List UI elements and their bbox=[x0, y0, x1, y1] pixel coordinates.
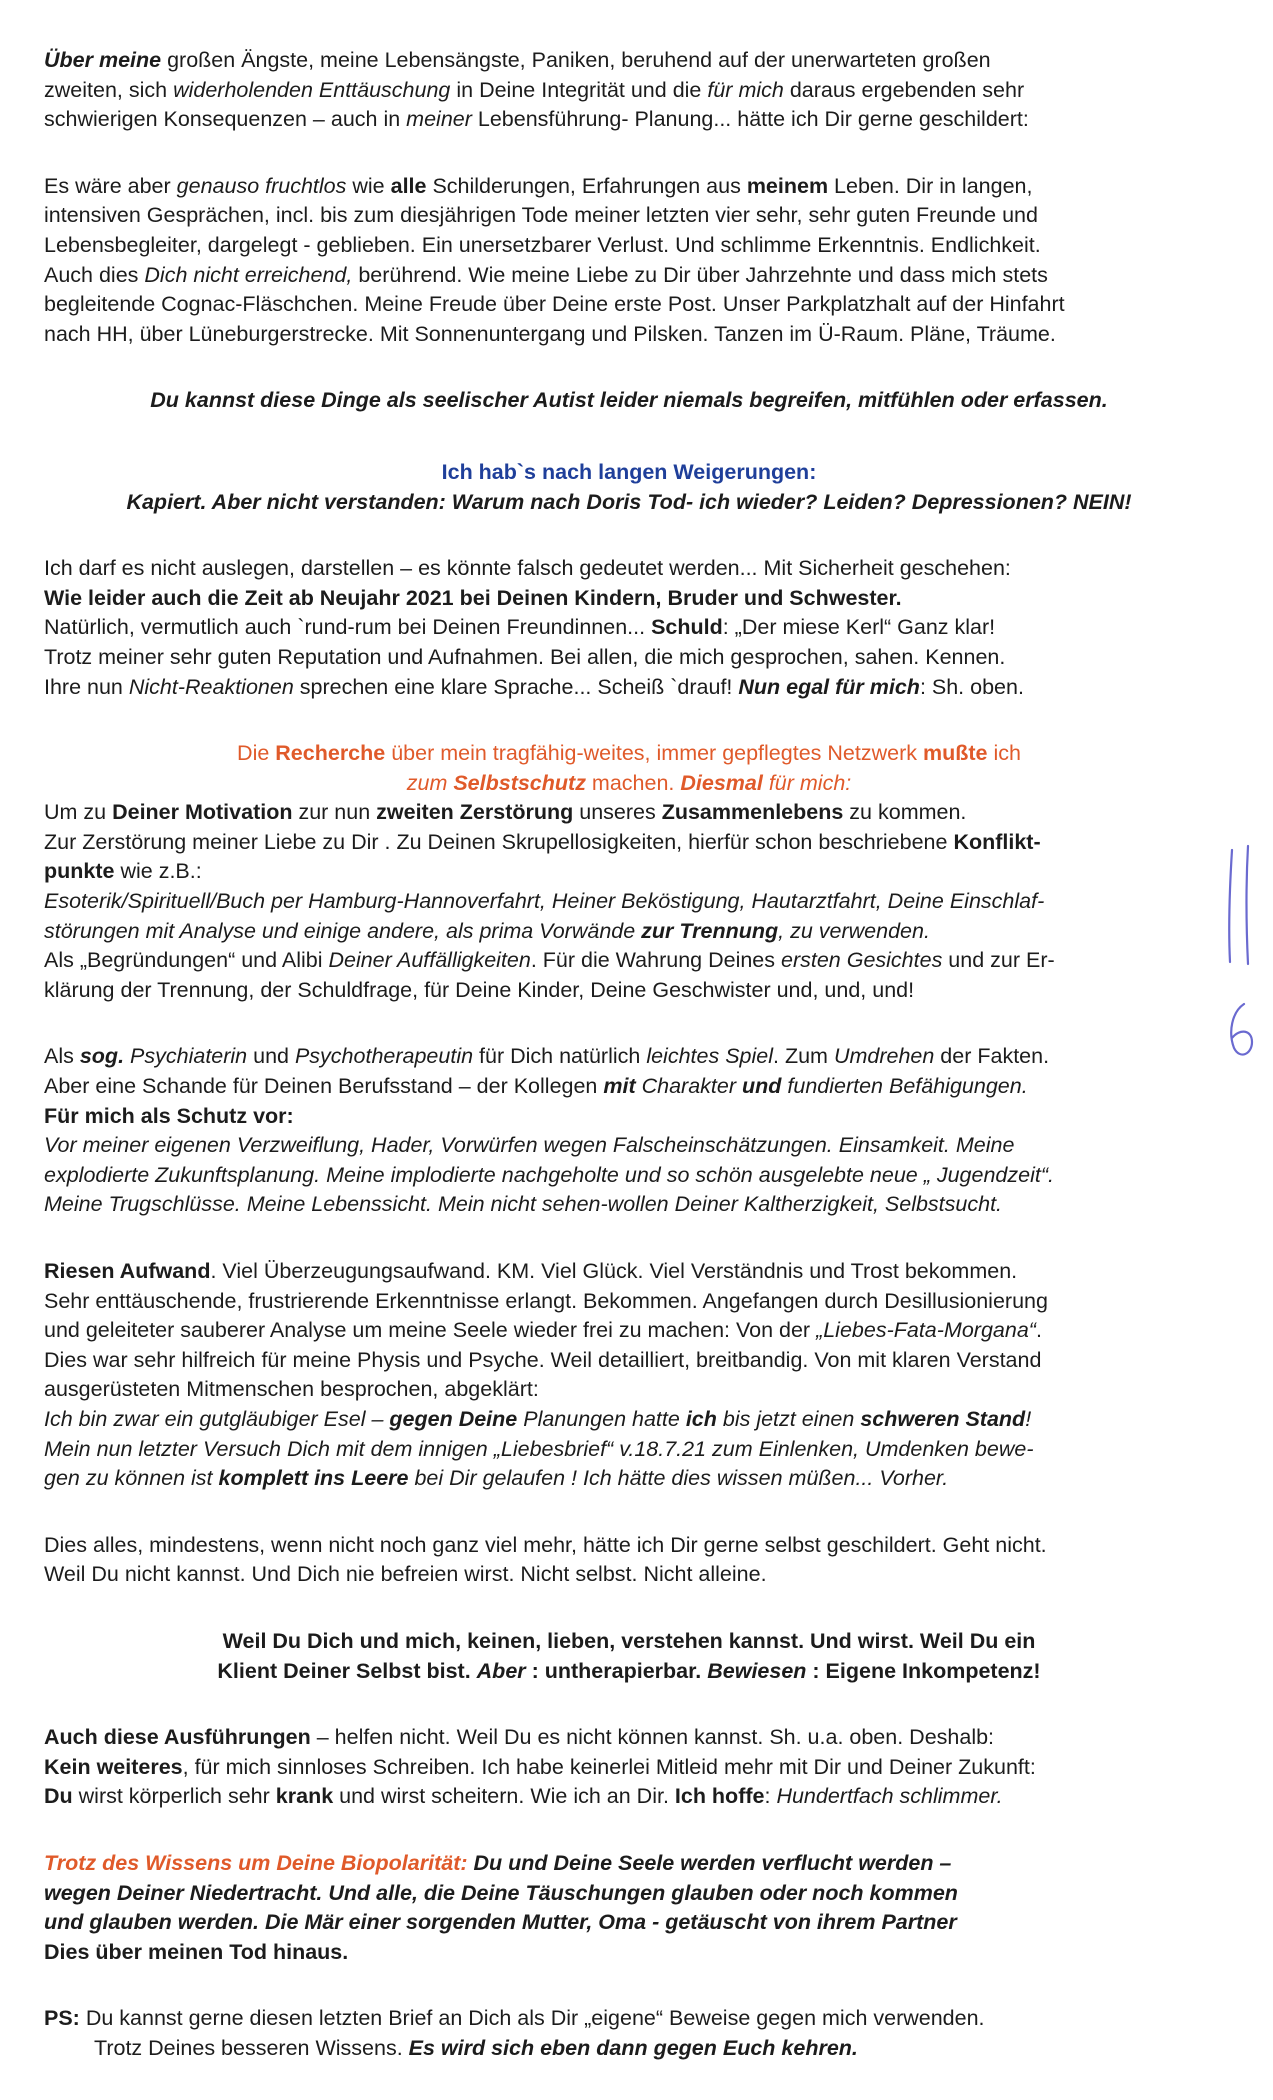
text-line bbox=[44, 1042, 1214, 1072]
text-line bbox=[44, 1849, 1214, 1879]
emphasis-text: Nicht-Reaktionen bbox=[128, 674, 294, 699]
text-segment: großen Ängste, meine Lebensängste, Paniken, beruhend auf der unerwarteten großen bbox=[161, 48, 991, 72]
text-segment: zur nun bbox=[292, 800, 377, 825]
paragraph-untherapierbar bbox=[44, 1627, 1214, 1686]
text-line bbox=[44, 1782, 1214, 1812]
emphasis-text: ersten Gesichtes bbox=[781, 948, 943, 973]
text-segment: Als bbox=[44, 1044, 80, 1069]
emphasis-text: Psychiaterin bbox=[130, 1044, 248, 1069]
emphasis-text: Kapiert. Aber nicht verstanden: Warum nach Doris Tod- ich wieder? Leiden? Depressionen? NEIN! bbox=[126, 489, 1132, 514]
emphasis-text: Deiner Auffälligkeiten bbox=[328, 948, 531, 973]
text-line: und glauben werden. Die Mär einer sorgenden Mutter, Oma - getäuscht von ihrem Partner bbox=[44, 1910, 957, 1935]
text-segment: Aber eine Schande für Deinen Berufsstand – der Kollegen bbox=[44, 1074, 604, 1099]
emphasis-text: Hundertfach schlimmer. bbox=[776, 1784, 1003, 1809]
emphasis-text: Du bbox=[44, 1784, 73, 1809]
text-segment: und bbox=[247, 1044, 295, 1069]
emphasis-text: genauso fruchtlos bbox=[176, 173, 347, 198]
text-segment: bei Dir gelaufen ! Ich hätte dies wissen müßen... Vorher. bbox=[408, 1466, 949, 1491]
emphasis-text: Für mich als Schutz vor: bbox=[44, 1103, 294, 1128]
text-segment: : „Der miese Kerl“ Ganz klar! bbox=[722, 615, 996, 640]
text-segment: : untherapierbar. bbox=[525, 1658, 708, 1683]
emphasis-text: Schuld bbox=[651, 615, 723, 640]
emphasis-text: zweiten Zerstörung bbox=[376, 800, 574, 825]
text-segment: und zur Er- bbox=[942, 948, 1055, 973]
text-segment: und geleiteter sauberer Analyse um meine Seele wieder frei zu machen: Von der bbox=[44, 1318, 817, 1343]
text-segment: . Für die Wahrung Deines bbox=[530, 948, 781, 973]
paragraph-recherche bbox=[44, 739, 1214, 1005]
text-segment: ! bbox=[1025, 1406, 1032, 1431]
text-line bbox=[44, 1657, 1214, 1687]
emphasis-text: komplett ins Leere bbox=[218, 1466, 409, 1491]
emphasis-text: Über meine bbox=[44, 48, 162, 72]
paragraph-ps bbox=[44, 2004, 1214, 2063]
text-segment: schwierigen Konsequenzen – auch in bbox=[44, 107, 407, 132]
text-line: Meine Trugschlüsse. Meine Lebenssicht. Mein nicht sehen-wollen Deiner Kaltherzigkeit, Selbstsucht. bbox=[44, 1192, 1003, 1217]
text-line: Dies alles, mindestens, wenn nicht noch ganz viel mehr, hätte ich Dir gerne selbst geschildert. Geht nicht. bbox=[44, 1532, 1047, 1557]
emphasis-text: meinem bbox=[746, 173, 829, 198]
emphasis-text: Psychotherapeutin bbox=[294, 1044, 474, 1069]
letter-page bbox=[44, 46, 1214, 2100]
paragraph-ausfuehrungen bbox=[44, 1723, 1214, 1812]
text-segment: Natürlich, vermutlich auch `rund-rum bei Deinen Freundinnen... bbox=[44, 615, 652, 640]
text-segment: Du und Deine Seele werden verflucht werden – bbox=[467, 1850, 952, 1875]
text-line: Ich darf es nicht auslegen, darstellen – es könnte falsch gedeutet werden... Mit Sicherheit geschehen: bbox=[44, 556, 1011, 581]
text-segment: sprechen eine klare Sprache... Scheiß `drauf! bbox=[293, 674, 739, 699]
emphasis-text: ich bbox=[685, 1406, 717, 1431]
paragraph-fluch bbox=[44, 1849, 1214, 1967]
text-segment: wirst körperlich sehr bbox=[72, 1784, 276, 1809]
emphasis-text: gegen Deine bbox=[389, 1406, 518, 1431]
emphasis-text: Charakter bbox=[641, 1074, 737, 1099]
emphasis-text: Kein weiteres bbox=[44, 1754, 183, 1779]
text-line: wegen Deiner Niedertracht. Und alle, die Deine Täuschungen glauben oder noch kommen bbox=[44, 1880, 958, 1905]
paragraph-schuld bbox=[44, 554, 1214, 702]
text-segment: Schilderungen, Erfahrungen aus bbox=[426, 173, 747, 198]
paragraph-intro bbox=[44, 46, 1214, 135]
emphasis-text: Trotz des Wissens um Deine Biopolarität: bbox=[44, 1850, 468, 1875]
text-line bbox=[44, 1753, 1214, 1783]
text-line bbox=[44, 673, 1214, 703]
paragraph-geht-nicht bbox=[44, 1531, 1214, 1590]
text-segment: Leben. Dir in langen, bbox=[828, 173, 1033, 198]
paragraph-psychiaterin bbox=[44, 1042, 1214, 1220]
text-segment: für Dich natürlich bbox=[473, 1044, 647, 1069]
text-segment: Zur Zerstörung meiner Liebe zu Dir . Zu Deinen Skrupellosigkeiten, hierfür schon beschriebene bbox=[44, 829, 954, 854]
text-line bbox=[44, 739, 1214, 769]
text-segment: machen. bbox=[585, 770, 681, 795]
text-line bbox=[44, 105, 1214, 135]
text-segment: wie z.B.: bbox=[114, 859, 202, 884]
text-segment: . Zum bbox=[773, 1044, 834, 1069]
emphasis-text: „Liebes-Fata-Morgana“ bbox=[816, 1318, 1036, 1343]
text-line bbox=[44, 172, 1214, 202]
text-line: Trotz meiner sehr guten Reputation und Aufnahmen. Bei allen, die mich gesprochen, sahen. Kennen. bbox=[44, 644, 1006, 669]
text-segment: Trotz Deines besseren Wissens. bbox=[94, 2035, 409, 2060]
text-segment: für mich: bbox=[762, 770, 852, 795]
text-segment: in Deine Integrität und die bbox=[450, 77, 708, 102]
emphasis-text: Dich nicht erreichend, bbox=[144, 262, 353, 287]
text-segment: zum bbox=[406, 770, 454, 795]
emphasis-text: meiner bbox=[406, 107, 472, 132]
text-line bbox=[44, 76, 1214, 106]
emphasis-text: mußte bbox=[922, 741, 988, 766]
text-segment: unseres bbox=[573, 800, 662, 825]
emphasis-text: Auch diese Ausführungen bbox=[44, 1725, 311, 1750]
emphasis-text: Es wird sich eben dann gegen Euch kehren. bbox=[408, 2035, 858, 2060]
text-line bbox=[44, 1072, 1214, 1102]
text-segment: : Sh. oben. bbox=[919, 674, 1024, 699]
text-segment: Als „Begründungen“ und Alibi bbox=[44, 948, 329, 973]
emphasis-text: sog. bbox=[79, 1044, 125, 1069]
emphasis-text: Du kannst diese Dinge als seelischer Autist leider niemals begreifen, mitfühlen oder erfassen. bbox=[150, 388, 1108, 413]
text-line: Weil Du Dich und mich, keinen, lieben, verstehen kannst. Und wirst. Weil Du ein bbox=[222, 1628, 1036, 1653]
section-heading: Ich hab`s nach langen Weigerungen: bbox=[441, 459, 817, 484]
emphasis-text: Aber bbox=[476, 1658, 526, 1683]
text-line: intensiven Gesprächen, incl. bis zum diesjährigen Tode meiner letzten vier sehr, sehr guten Freunde und bbox=[44, 203, 1038, 228]
emphasis-text: Diesmal bbox=[680, 770, 763, 795]
emphasis-text: mit bbox=[603, 1074, 636, 1099]
text-line bbox=[44, 828, 1214, 858]
emphasis-text: für mich bbox=[707, 77, 784, 102]
emphasis-text: Ich hoffe bbox=[674, 1784, 765, 1809]
emphasis-text: widerholenden Enttäuschung bbox=[173, 77, 451, 102]
text-segment: : Eigene Inkompetenz! bbox=[806, 1658, 1041, 1683]
text-segment: : bbox=[764, 1784, 777, 1809]
paragraph-memories bbox=[44, 172, 1214, 350]
text-segment: der Fakten. bbox=[934, 1044, 1050, 1069]
emphasis-text: fundierten Befähigungen. bbox=[787, 1074, 1028, 1099]
text-line bbox=[44, 1464, 1214, 1494]
text-line: Dies war sehr hilfreich für meine Physis und Psyche. Weil detailliert, breitbandig. Von mit klaren Verstand bbox=[44, 1347, 1042, 1372]
text-line bbox=[44, 613, 1214, 643]
emphasis-text: Zusammenlebens bbox=[661, 800, 844, 825]
handwritten-page-mark bbox=[1222, 842, 1262, 1082]
text-segment: Lebensführung- Planung... hätte ich Dir gerne geschildert: bbox=[471, 107, 1029, 132]
text-line bbox=[44, 798, 1214, 828]
paragraph-kapiert bbox=[44, 458, 1214, 517]
text-segment: Auch dies bbox=[44, 262, 145, 287]
emphasis-text: Nun egal für mich bbox=[738, 674, 920, 699]
emphasis-text: Recherche bbox=[275, 741, 386, 766]
paragraph-aufwand bbox=[44, 1257, 1214, 1494]
emphasis-text: Bewiesen bbox=[707, 1658, 807, 1683]
text-segment: Es wäre aber bbox=[44, 173, 177, 198]
text-segment: Ihre nun bbox=[44, 674, 129, 699]
emphasis-text: krank bbox=[275, 1784, 334, 1809]
text-line: klärung der Trennung, der Schuldfrage, für Deine Kinder, Deine Geschwister und, und, und! bbox=[44, 977, 915, 1002]
text-segment: ich bbox=[987, 741, 1021, 766]
text-segment: . bbox=[1035, 1318, 1042, 1343]
text-line: explodierte Zukunftsplanung. Meine implodierte nachgeholte und so schön ausgelebte neue „ Jugendzeit“. bbox=[44, 1162, 1054, 1187]
emphasis-text: Umdrehen bbox=[833, 1044, 935, 1069]
text-line: nach HH, über Lüneburgerstrecke. Mit Sonnenuntergang und Pilsken. Tanzen im Ü-Raum. Pläne, Träume. bbox=[44, 321, 1056, 346]
emphasis-text: leichtes Spiel bbox=[646, 1044, 774, 1069]
text-segment: – helfen nicht. Weil Du es nicht können kannst. Sh. u.a. oben. Deshalb: bbox=[310, 1725, 995, 1750]
text-line bbox=[44, 857, 1214, 887]
text-line bbox=[44, 1257, 1214, 1287]
text-segment: Die bbox=[237, 741, 276, 766]
text-line: ausgerüsteten Mitmenschen besprochen, abgeklärt: bbox=[44, 1377, 539, 1402]
text-line: Esoterik/Spirituell/Buch per Hamburg-Hannoverfahrt, Heiner Beköstigung, Hautarztfahrt, Deine Einschlaf- bbox=[44, 889, 1045, 914]
text-segment: , zu verwenden. bbox=[778, 918, 930, 943]
text-line bbox=[44, 917, 1214, 947]
text-segment: zu kommen. bbox=[843, 800, 967, 825]
ps-label: PS: bbox=[44, 2006, 80, 2031]
text-segment: zweiten, sich bbox=[44, 77, 174, 102]
text-line bbox=[44, 2004, 1214, 2034]
text-segment: wie bbox=[346, 173, 391, 198]
emphasis-text: zur Trennung bbox=[641, 918, 779, 943]
text-segment: Klient Deiner Selbst bist. bbox=[217, 1658, 477, 1683]
emphasis-text: Selbstschutz bbox=[453, 770, 586, 795]
text-line bbox=[44, 1723, 1214, 1753]
emphasis-text: Deiner Motivation bbox=[112, 800, 293, 825]
text-segment: Du kannst gerne diesen letzten Brief an Dich als Dir „eigene“ Beweise gegen mich verwenden. bbox=[79, 2006, 985, 2031]
text-segment: daraus ergebenden sehr bbox=[783, 77, 1025, 102]
text-segment: . Viel Überzeugungsaufwand. KM. Viel Glück. Viel Verständnis und Trost bekommen. bbox=[210, 1259, 1018, 1283]
text-line: begleitende Cognac-Fläschchen. Meine Freude über Deine erste Post. Unser Parkplatzhalt auf der Hinfahrt bbox=[44, 292, 1065, 317]
text-line bbox=[44, 1316, 1214, 1346]
text-line bbox=[44, 46, 1214, 76]
emphasis-text: Konflikt- bbox=[953, 829, 1041, 854]
emphasis-text: und bbox=[742, 1074, 782, 1099]
text-segment: bis jetzt einen bbox=[716, 1406, 861, 1431]
text-line: Mein nun letzter Versuch Dich mit dem innigen „Liebesbrief“ v.18.7.21 zum Einlenken, Umdenken bewe- bbox=[44, 1436, 1034, 1461]
text-line: Lebensbegleiter, dargelegt - geblieben. Ein unersetzbarer Verlust. Und schlimme Erkenntnis. Endlichkeit. bbox=[44, 232, 1041, 257]
text-segment: Um zu bbox=[44, 800, 113, 825]
text-segment: störungen mit Analyse und einige andere, als prima Vorwände bbox=[44, 918, 642, 943]
text-line: Dies über meinen Tod hinaus. bbox=[44, 1939, 349, 1964]
text-segment: und wirst scheitern. Wie ich an Dir. bbox=[333, 1784, 675, 1809]
text-segment: Ich bin zwar ein gutgläubiger Esel – bbox=[44, 1406, 390, 1431]
text-line bbox=[44, 946, 1214, 976]
emphasis-text: punkte bbox=[44, 859, 115, 884]
emphasis-text: Riesen Aufwand bbox=[44, 1259, 211, 1283]
text-line bbox=[44, 261, 1214, 291]
text-line bbox=[44, 2034, 1214, 2064]
text-line: Vor meiner eigenen Verzweiflung, Hader, Vorwürfen wegen Falscheinschätzungen. Einsamkeit. Meine bbox=[44, 1133, 1015, 1158]
text-line bbox=[44, 769, 1214, 799]
text-line bbox=[44, 1405, 1214, 1435]
text-segment: , für mich sinnloses Schreiben. Ich habe keinerlei Mitleid mehr mit Dir und Deiner Zukunft: bbox=[182, 1754, 1036, 1779]
emphasis-text: schweren Stand bbox=[860, 1406, 1026, 1431]
paragraph-autist bbox=[44, 386, 1214, 416]
text-line: Sehr enttäuschende, frustrierende Erkenntnisse erlangt. Bekommen. Angefangen durch Desillusionierung bbox=[44, 1288, 1048, 1313]
text-segment: Planungen hatte bbox=[517, 1406, 686, 1431]
text-segment: gen zu können ist bbox=[44, 1466, 219, 1491]
text-line: Weil Du nicht kannst. Und Dich nie befreien wirst. Nicht selbst. Nicht alleine. bbox=[44, 1562, 767, 1587]
emphasis-text: alle bbox=[390, 173, 427, 198]
text-segment: berührend. Wie meine Liebe zu Dir über Jahrzehnte und dass mich stets bbox=[352, 262, 1048, 287]
text-segment: über mein tragfähig-weites, immer gepflegtes Netzwerk bbox=[385, 741, 923, 766]
emphasis-text: Wie leider auch die Zeit ab Neujahr 2021 bei Deinen Kindern, Bruder und Schwester. bbox=[44, 585, 902, 610]
